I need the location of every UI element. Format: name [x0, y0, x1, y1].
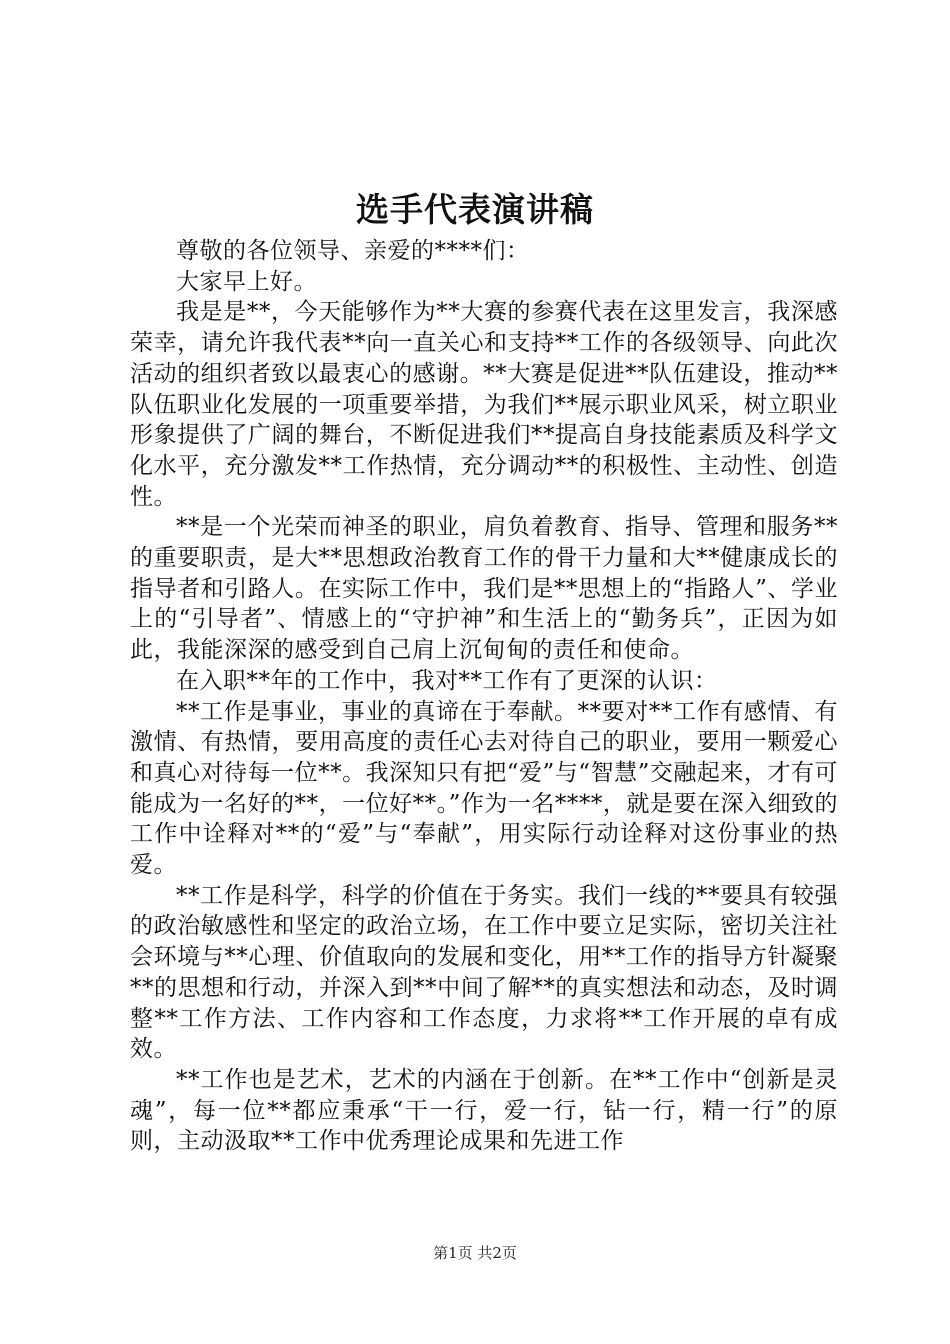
body-paragraph: **工作是科学，科学的价值在于务实。我们一线的**要具有较强的政治敏感性和坚定的政治立场，在工作中要立足实际，密切关注社会环境与**心理、价值取向的发展和变化，用**工作的指导方针凝聚**的思想和行动，并深入到**中间了解**的真实想法和动态，及时调整**工作方法、工作内容和工作态度，力求将**工作开展的卓有成效。 — [130, 882, 838, 1063]
document-body — [130, 236, 838, 1157]
page-number-footer: 第1页 共2页 — [433, 1244, 517, 1262]
body-paragraph: **工作是事业，事业的真谛在于奉献。**要对**工作有感情、有激情、有热情，要用高度的责任心去对待自己的职业，要用一颗爱心和真心对待每一位**。我深知只有把“爱”与“智慧”交融起来，才有可能成为一名好的**，一位好**。”作为一名****，就是要在深入细致的工作中诠释对**的“爱”与“奉献”，用实际行动诠释对这份事业的热爱。 — [130, 698, 838, 879]
body-paragraph: **工作也是艺术，艺术的内涵在于创新。在**工作中“创新是灵魂”，每一位**都应秉承“干一行，爱一行，钻一行，精一行”的原则，主动汲取**工作中优秀理论成果和先进工作 — [130, 1066, 838, 1155]
body-paragraph: 我是是**，今天能够作为**大赛的参赛代表在这里发言，我深感荣幸，请允许我代表**向一直关心和支持**工作的各级领导、向此次活动的组织者致以最衷心的感谢。**大赛是促进**队伍建设，推动**队伍职业化发展的一项重要举措，为我们**展示职业风采，树立职业形象提供了广阔的舞台，不断促进我们**提高自身技能素质及科学文化水平，充分激发**工作热情，充分调动**的积极性、主动性、创造性。 — [130, 299, 838, 510]
greeting-paragraph: 大家早上好。 — [176, 268, 317, 295]
salutation-paragraph: 尊敬的各位领导、亲爱的****们： — [176, 238, 530, 264]
body-paragraph: 在入职**年的工作中，我对**工作有了更深的认识： — [176, 667, 718, 694]
body-paragraph: **是一个光荣而神圣的职业，肩负着教育、指导、管理和服务**的重要职责，是大**思想政治教育工作的骨干力量和大**健康成长的指导者和引路人。在实际工作中，我们是**思想上的“指路人”、学业上的“引导者”、情感上的“守护神”和生活上的“勤务兵”，正因为如此，我能深深的感受到自己肩上沉甸甸的责任和使命。 — [130, 514, 838, 664]
document-title: 选手代表演讲稿 — [356, 190, 594, 229]
